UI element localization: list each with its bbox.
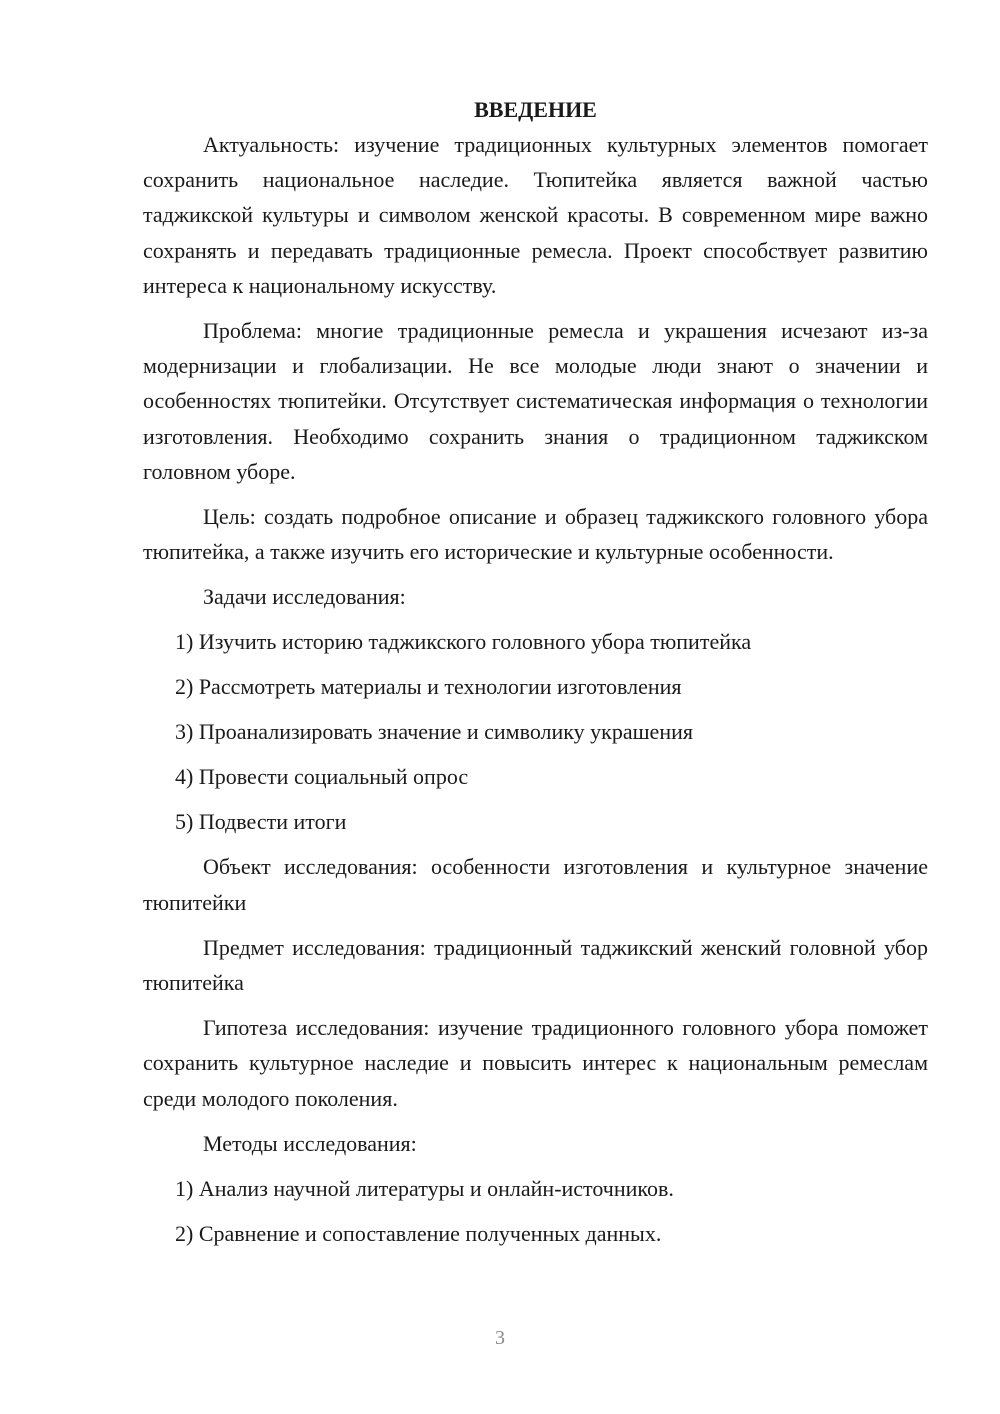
list-item: 5) Подвести итоги: [175, 809, 347, 835]
page-number: 3: [495, 1327, 505, 1349]
document-page: [143, 93, 928, 1261]
methods-title: Методы исследования:: [203, 1130, 417, 1156]
problem-paragraph: Проблема: многие традиционные ремесла и украшения исчезают из-за модернизации и глобализации. Не все молодые люди знают о значении и особенностях тюпитейки. Отсутствует систематическая информация о технологии изготовления. Необходимо сохранить знания о традиционном таджикском головном уборе.: [143, 318, 928, 484]
hypothesis-paragraph: Гипотеза исследования: изучение традиционного головного убора поможет сохранить культурное наследие и повысить интерес к национальным ремеслам среди молодого поколения.: [143, 1015, 928, 1111]
list-item: 1) Изучить историю таджикского головного убора тюпитейка: [175, 629, 752, 655]
list-item: 2) Сравнение и сопоставление полученных данных.: [175, 1220, 662, 1246]
object-paragraph: Объект исследования: особенности изготовления и культурное значение тюпитейки: [143, 854, 928, 915]
list-item: 1) Анализ научной литературы и онлайн-источников.: [175, 1175, 674, 1201]
subject-paragraph: Предмет исследования: традиционный таджикский женский головной убор тюпитейка: [143, 934, 928, 996]
relevance-paragraph: Актуальность: изучение традиционных культурных элементов помогает сохранить национальное наследие. Тюпитейка является важной частью таджикской культуры и символом женской красоты. В современном мире важно сохранять и передавать традиционные ремесла. Проект способствует развитию интереса к национальному искусству.: [143, 132, 928, 298]
tasks-title: Задачи исследования:: [203, 584, 406, 610]
tasks-list: [143, 624, 928, 839]
methods-list: [143, 1171, 928, 1251]
list-item: 2) Рассмотреть материалы и технологии изготовления: [175, 674, 682, 700]
list-item: 3) Проанализировать значение и символику украшения: [175, 719, 693, 745]
goal-paragraph: Цель: создать подробное описание и образец таджикского головного убора тюпитейка, а также изучить его исторические и культурные особенности.: [143, 504, 928, 565]
list-item: 4) Провести социальный опрос: [175, 764, 469, 790]
section-heading: ВВЕДЕНИЕ: [474, 97, 597, 122]
